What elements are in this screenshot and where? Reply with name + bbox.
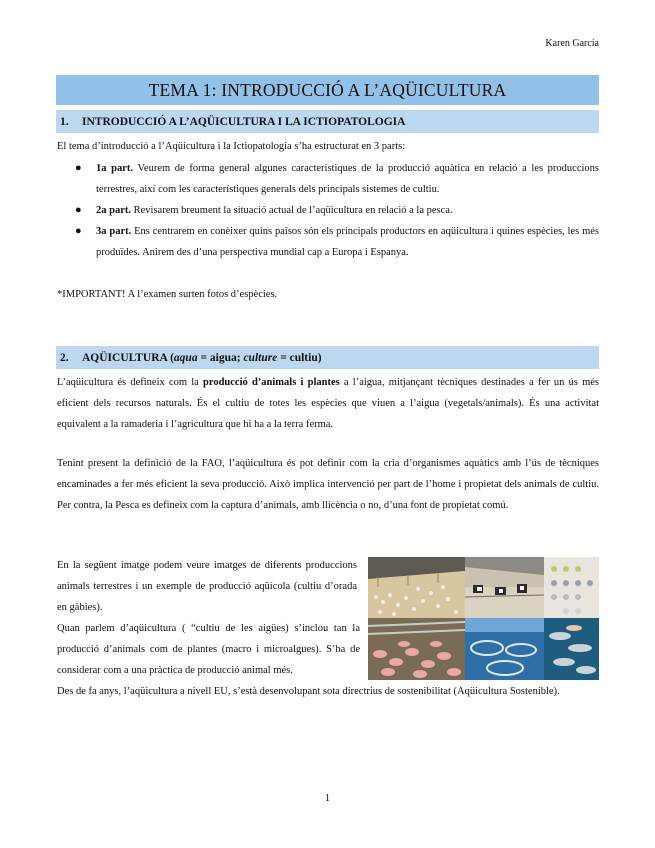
bullet-lead: 2a part.: [96, 205, 131, 216]
title-banner: [56, 75, 599, 105]
bullet-text: Revisarem breument la situació actual de l’aqüicultura en relació a la pesca.: [131, 205, 453, 216]
section-2-paragraph-3: En la següent imatge podem veure imatges de diferents produccions animals terrestres i un exemple de producció aqüícola (cultiu d’orada en gàbies).: [57, 560, 357, 613]
fish-cages-photo: [465, 618, 544, 680]
bullet-dot-icon: ●: [75, 204, 82, 216]
pig-farm-photo: [544, 557, 599, 618]
animal-production-collage: [368, 557, 599, 680]
bullet-dot-icon: ●: [75, 225, 82, 237]
section-2-heading-bar: [56, 346, 599, 369]
bullet-lead: 3a part.: [96, 226, 132, 237]
section-1-number: 1.: [60, 115, 69, 128]
heading-main: AQÜICULTURA (: [82, 351, 174, 364]
dairy-barn-photo: [465, 557, 544, 618]
sea-bream-photo: [544, 618, 599, 680]
section-1-bullet-list: [57, 158, 599, 263]
section-1-heading-bar: [56, 110, 599, 133]
heading-aqua: aqua: [173, 351, 198, 364]
section-2-paragraph-5: Des de fa anys, l’aqüicultura a nivell EU, s’està desenvolupant sota directrius de sostenibilitat (Aqüicultura Sostenible).: [57, 686, 560, 697]
bullet-text: Veurem de forma general algunes característiques de la producció aquàtica en relació a les produccions terrestres, així com les característiques generals dels principals sistemes de cultiu.: [96, 163, 600, 195]
bullet-dot-icon: ●: [75, 162, 82, 174]
section-1-heading: INTRODUCCIÓ A L’AQÜICULTURA I LA ICTIOPATOLOGIA: [82, 115, 406, 128]
bullet-item: [57, 158, 599, 200]
important-note: *IMPORTANT! A l’examen surten fotos d’espècies.: [57, 289, 278, 300]
bullet-lead: 1a part.: [96, 163, 134, 174]
p1-part-a: L’aqüicultura és defineix com la: [57, 377, 204, 388]
section-1-intro: El tema d’introducció a l’Aqüicultura i la Ictiopatologia s’ha estructurat en 3 parts:: [57, 141, 406, 152]
bullet-item: [57, 221, 599, 263]
section-2-paragraph-4: Quan parlem d’aqüicultura ( “cultiu de les aigües) s’inclou tan la producció d’animals com de plantes (macro i microalgues). S’ha de considerar com a una pràctica de producció animal més.: [57, 623, 360, 676]
p1-part-c: a l’aigua, mitjançant tècniques destinades a fer un ús més eficient dels recursos naturals. És el cultiu de totes les espècies que viuen a l’aigua (vegetals/animals). És una activitat equivalent a la ramaderia i l’agricultura que hi ha a la terra ferma.: [57, 377, 599, 430]
bullet-item: [57, 200, 599, 221]
section-2-number: 2.: [60, 351, 69, 364]
header-author: Karen García: [545, 38, 599, 49]
heading-eq1: = aigua;: [197, 351, 244, 364]
poultry-farm-photo: [368, 557, 465, 618]
p1-bold: producció d’animals i plantes: [203, 377, 340, 388]
document-title: TEMA 1: INTRODUCCIÓ A L’AQÜICULTURA: [148, 79, 507, 100]
section-2-paragraph-2: Tenint present la definició de la FAO, l’aqüicultura és pot definir com la cria d’organismes aquàtics amb l’ús de tècniques encaminades a fer més eficient la seva producció. Això implica intervenció per part de l’home i propietat dels animals de cultiu. Per contra, la Pesca es defineix com la captura d’animals, amb llicència o no, d’una font de propietat comú.: [57, 458, 599, 511]
section-2-paragraph-1: [57, 372, 599, 435]
page-number: 1: [324, 793, 331, 804]
heading-culture: culture: [243, 351, 278, 364]
piglets-photo: [368, 618, 465, 680]
bullet-text: Ens centrarem en conèixer quins països són els principals productors en aqüicultura i quines espècies, les més produïdes. Anirem des d’una perspectiva mundial cap a Europa i Espanya.: [96, 226, 600, 258]
heading-eq2: = cultiu): [277, 351, 322, 364]
section-2-heading: [82, 352, 322, 364]
